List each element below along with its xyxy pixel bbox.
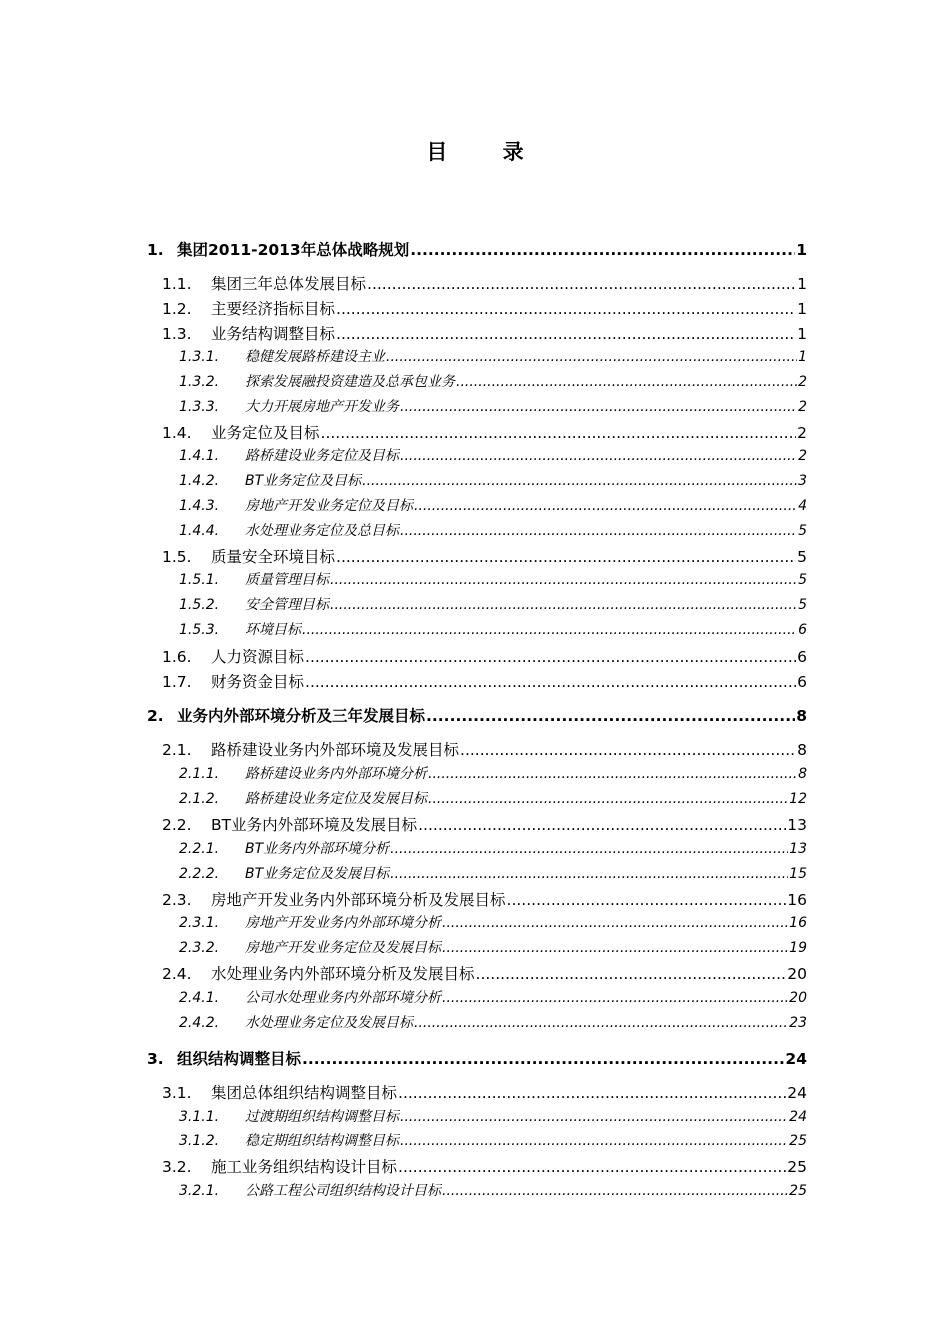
- toc-entry-title: 公司水处理业务内外部环境分析: [245, 990, 441, 1006]
- toc-entry-number: 2.: [147, 707, 164, 725]
- toc-entry-level-3[interactable]: [179, 445, 807, 465]
- toc-entry-title: 路桥建设业务定位及发展目标: [245, 791, 427, 807]
- toc-entry-title: 路桥建设业务内外部环境分析: [245, 766, 427, 782]
- toc-entry-level-3[interactable]: [179, 912, 807, 932]
- toc-dot-leader: [442, 1183, 788, 1199]
- toc-entry-page: 13: [787, 816, 807, 834]
- toc-dot-leader: [414, 1015, 788, 1031]
- toc-entry-page: 6: [798, 622, 807, 638]
- toc-dot-leader: [321, 424, 797, 442]
- toc-entry-title: 环境目标: [245, 622, 301, 638]
- toc-dot-leader: [400, 1109, 788, 1125]
- toc-entry-number: 2.2.1.: [179, 841, 220, 857]
- toc-entry-page: 15: [789, 866, 807, 882]
- toc-dot-leader: [428, 791, 788, 807]
- toc-entry-level-2[interactable]: [162, 421, 807, 443]
- toc-entry-title: 路桥建设业务定位及目标: [245, 448, 399, 464]
- toc-entry-level-3[interactable]: [179, 838, 807, 858]
- toc-dot-leader: [442, 990, 788, 1006]
- toc-dot-leader: [400, 523, 797, 539]
- toc-entry-title: 集团总体组织结构调整目标: [211, 1084, 398, 1102]
- toc-entry-title: 房地产开发业务定位及目标: [245, 498, 413, 514]
- toc-dot-leader: [400, 448, 797, 464]
- toc-entry-level-3[interactable]: [179, 1130, 807, 1150]
- toc-dot-leader: [336, 300, 796, 318]
- toc-entry-number: 2.3.1.: [179, 915, 220, 931]
- toc-entry-page: 2: [798, 399, 807, 415]
- toc-entry-title: 稳健发展路桥建设主业: [245, 349, 385, 365]
- toc-entry-number: 2.4.: [162, 965, 192, 983]
- toc-entry-level-2[interactable]: [162, 670, 807, 692]
- toc-entry-level-3[interactable]: [179, 371, 807, 391]
- toc-entry-title: 业务定位及目标: [211, 424, 320, 442]
- toc-entry-title: 财务资金目标: [211, 673, 305, 691]
- toc-entry-level-3[interactable]: [179, 594, 807, 614]
- toc-entry-level-3[interactable]: [179, 1106, 807, 1126]
- toc-entry-number: 2.4.2.: [179, 1015, 220, 1031]
- toc-entry-title: 安全管理目标: [245, 597, 329, 613]
- toc-entry-level-3[interactable]: [179, 987, 807, 1007]
- toc-entry-page: 5: [798, 597, 807, 613]
- toc-entry-level-2[interactable]: [162, 1081, 807, 1103]
- toc-entry-number: 3.1.1.: [179, 1109, 220, 1125]
- toc-entry-page: 13: [789, 841, 807, 857]
- toc-dot-leader: [426, 707, 795, 725]
- toc-entry-number: 1.4.1.: [179, 448, 220, 464]
- toc-entry-number: 1.3.1.: [179, 349, 220, 365]
- toc-entry-number: 2.4.1.: [179, 990, 220, 1006]
- toc-entry-number: 2.1.: [162, 741, 192, 759]
- toc-entry-page: 2: [798, 448, 807, 464]
- toc-entry-level-3[interactable]: [179, 763, 807, 783]
- toc-entry-number: 1.6.: [162, 648, 192, 666]
- toc-entry-title: 水处理业务定位及发展目标: [245, 1015, 413, 1031]
- toc-dot-leader: [330, 572, 797, 588]
- toc-dot-leader: [302, 1050, 784, 1068]
- toc-entry-page: 2: [798, 374, 807, 390]
- toc-entry-title: 施工业务组织结构设计目标: [211, 1158, 398, 1176]
- toc-entry-level-3[interactable]: [179, 495, 807, 515]
- toc-entry-level-3[interactable]: [179, 569, 807, 589]
- toc-entry-title: 业务内外部环境分析及三年发展目标: [177, 707, 426, 725]
- toc-dot-leader: [386, 349, 797, 365]
- toc-entry-level-3[interactable]: [179, 619, 807, 639]
- toc-entry-title: 质量管理目标: [245, 572, 329, 588]
- toc-dot-leader: [330, 597, 797, 613]
- toc-entry-title: BT业务定位及目标: [245, 473, 362, 489]
- toc-entry-title: BT业务定位及发展目标: [245, 866, 390, 882]
- toc-entry-number: 1.3.: [162, 325, 192, 343]
- toc-entry-page: 6: [797, 673, 807, 691]
- toc-dot-leader: [400, 1133, 788, 1149]
- toc-dot-leader: [410, 241, 795, 259]
- toc-entry-title: 水处理业务定位及总目标: [245, 523, 399, 539]
- toc-entry-level-2[interactable]: [162, 888, 807, 910]
- toc-entry-title: 集团2011-2013年总体战略规划: [177, 241, 410, 259]
- toc-dot-leader: [367, 275, 796, 293]
- toc-entry-number: 1.4.: [162, 424, 192, 442]
- toc-entry-level-1[interactable]: [147, 238, 807, 260]
- toc-entry-level-2[interactable]: [162, 813, 807, 835]
- toc-entry-level-2[interactable]: [162, 738, 807, 760]
- toc-entry-level-3[interactable]: [179, 396, 807, 416]
- toc-entry-page: 25: [789, 1133, 807, 1149]
- toc-entry-page: 1: [796, 241, 807, 259]
- toc-entry-title: BT业务内外部环境及发展目标: [211, 816, 418, 834]
- toc-entry-level-2[interactable]: [162, 962, 807, 984]
- toc-entry-page: 1: [797, 325, 807, 343]
- toc-dot-leader: [414, 498, 797, 514]
- toc-entry-page: 25: [789, 1183, 807, 1199]
- toc-entry-title: 质量安全环境目标: [211, 548, 336, 566]
- toc-dot-leader: [398, 1084, 786, 1102]
- toc-entry-level-2[interactable]: [162, 1155, 807, 1177]
- toc-entry-page: 3: [798, 473, 807, 489]
- toc-dot-leader: [428, 766, 797, 782]
- toc-entry-title: 组织结构调整目标: [177, 1050, 302, 1068]
- toc-dot-leader: [305, 673, 796, 691]
- toc-entry-page: 19: [789, 940, 807, 956]
- toc-entry-title: 房地产开发业务内外部环境分析: [245, 915, 441, 931]
- toc-entry-number: 2.3.: [162, 891, 192, 909]
- toc-entry-page: 16: [789, 915, 807, 931]
- toc-entry-page: 24: [787, 1084, 807, 1102]
- toc-entry-level-1[interactable]: [147, 1047, 807, 1069]
- toc-entry-number: 1.5.2.: [179, 597, 220, 613]
- toc-entry-page: 1: [797, 275, 807, 293]
- toc-entry-page: 24: [785, 1050, 807, 1068]
- toc-entry-number: 1.4.2.: [179, 473, 220, 489]
- toc-dot-leader: [442, 940, 788, 956]
- toc-entry-level-3[interactable]: [179, 346, 807, 366]
- toc-entry-title: 业务结构调整目标: [211, 325, 336, 343]
- toc-entry-page: 5: [797, 548, 807, 566]
- toc-entry-title: 稳定期组织结构调整目标: [245, 1133, 399, 1149]
- toc-entry-page: 12: [789, 791, 807, 807]
- toc-entry-level-2[interactable]: [162, 322, 807, 344]
- toc-entry-number: 1.5.1.: [179, 572, 220, 588]
- toc-entry-level-2[interactable]: [162, 272, 807, 294]
- toc-entry-number: 3.2.1.: [179, 1183, 220, 1199]
- toc-dot-leader: [336, 548, 796, 566]
- toc-entry-level-2[interactable]: [162, 645, 807, 667]
- toc-entry-page: 25: [787, 1158, 807, 1176]
- toc-entry-page: 8: [797, 741, 807, 759]
- toc-dot-leader: [362, 473, 797, 489]
- toc-entry-number: 2.1.2.: [179, 791, 220, 807]
- toc-entry-number: 1.4.3.: [179, 498, 220, 514]
- toc-dot-leader: [400, 399, 797, 415]
- toc-dot-leader: [418, 816, 786, 834]
- toc-entry-number: 2.2.: [162, 816, 192, 834]
- toc-entry-level-3[interactable]: [179, 788, 807, 808]
- toc-entry-title: 过渡期组织结构调整目标: [245, 1109, 399, 1125]
- toc-dot-leader: [456, 374, 797, 390]
- toc-entry-number: 1.: [147, 241, 164, 259]
- toc-dot-leader: [398, 1158, 786, 1176]
- toc-entry-title: 路桥建设业务内外部环境及发展目标: [211, 741, 460, 759]
- toc-dot-leader: [390, 866, 788, 882]
- toc-entry-title: 大力开展房地产开发业务: [245, 399, 399, 415]
- toc-entry-level-3[interactable]: [179, 520, 807, 540]
- toc-entry-number: 1.3.2.: [179, 374, 220, 390]
- toc-entry-title: 人力资源目标: [211, 648, 305, 666]
- toc-entry-page: 20: [787, 965, 807, 983]
- toc-entry-number: 1.5.3.: [179, 622, 220, 638]
- toc-entry-number: 3.2.: [162, 1158, 192, 1176]
- toc-dot-leader: [442, 915, 788, 931]
- toc-entry-page: 5: [798, 572, 807, 588]
- toc-entry-title: 主要经济指标目标: [211, 300, 336, 318]
- toc-entry-level-3[interactable]: [179, 863, 807, 883]
- toc-title: 目 录: [426, 140, 548, 164]
- toc-entry-number: 3.: [147, 1050, 164, 1068]
- toc-entry-number: 1.5.: [162, 548, 192, 566]
- toc-entry-title: BT业务内外部环境分析: [245, 841, 390, 857]
- toc-dot-leader: [460, 741, 796, 759]
- toc-entry-page: 8: [798, 766, 807, 782]
- toc-entry-number: 1.3.3.: [179, 399, 220, 415]
- toc-dot-leader: [336, 325, 796, 343]
- toc-entry-number: 2.3.2.: [179, 940, 220, 956]
- toc-entry-number: 1.7.: [162, 673, 192, 691]
- toc-entry-number: 1.2.: [162, 300, 192, 318]
- toc-entry-title: 探索发展融投资建造及总承包业务: [245, 374, 455, 390]
- toc-entry-page: 4: [798, 498, 807, 514]
- toc-entry-number: 2.2.2.: [179, 866, 220, 882]
- toc-entry-title: 房地产开发业务定位及发展目标: [245, 940, 441, 956]
- toc-dot-leader: [507, 891, 787, 909]
- toc-entry-page: 6: [797, 648, 807, 666]
- toc-entry-page: 8: [796, 707, 807, 725]
- toc-entry-level-3[interactable]: [179, 470, 807, 490]
- toc-entry-page: 2: [797, 424, 807, 442]
- toc-entry-level-2[interactable]: [162, 297, 807, 319]
- toc-entry-number: 3.1.: [162, 1084, 192, 1102]
- toc-dot-leader: [390, 841, 788, 857]
- toc-entry-title: 水处理业务内外部环境分析及发展目标: [211, 965, 475, 983]
- toc-entry-level-3[interactable]: [179, 1012, 807, 1032]
- toc-entry-number: 2.1.1.: [179, 766, 220, 782]
- toc-entry-level-3[interactable]: [179, 937, 807, 957]
- toc-entry-number: 1.4.4.: [179, 523, 220, 539]
- toc-entry-page: 16: [787, 891, 807, 909]
- toc-dot-leader: [476, 965, 787, 983]
- toc-entry-level-1[interactable]: [147, 704, 807, 726]
- toc-entry-page: 23: [789, 1015, 807, 1031]
- toc-entry-number: 3.1.2.: [179, 1133, 220, 1149]
- toc-entry-level-3[interactable]: [179, 1180, 807, 1200]
- toc-dot-leader: [305, 648, 796, 666]
- toc-entry-page: 24: [789, 1109, 807, 1125]
- toc-entry-level-2[interactable]: [162, 545, 807, 567]
- toc-entry-title: 公路工程公司组织结构设计目标: [245, 1183, 441, 1199]
- toc-entry-page: 5: [798, 523, 807, 539]
- toc-entry-page: 1: [798, 349, 807, 365]
- toc-entry-page: 1: [797, 300, 807, 318]
- toc-entry-number: 1.1.: [162, 275, 192, 293]
- toc-dot-leader: [302, 622, 797, 638]
- toc-entry-title: 房地产开发业务内外部环境分析及发展目标: [211, 891, 506, 909]
- toc-entry-title: 集团三年总体发展目标: [211, 275, 367, 293]
- toc-entry-page: 20: [789, 990, 807, 1006]
